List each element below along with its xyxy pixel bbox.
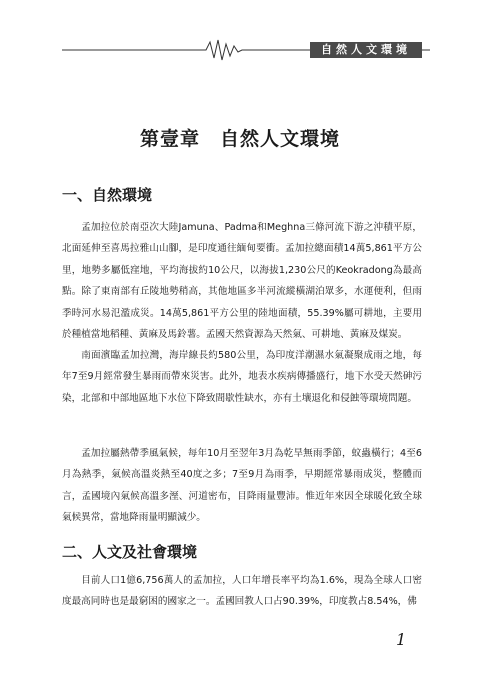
paragraph: 孟加拉位於南亞次大陸Jamuna、Padma和Meghna三條河流下游之沖積平原，北面延伸至喜馬拉雅山山腳，是印度通往緬甸要衝。孟加拉總面積14萬5,861平方公里，地勢多屬低窪地，平均海拔約10公尺，以海拔1,230公尺的Keokradong為最高點。除了東南部有丘陵地勢稍高，其他地區多半河流縱橫湖泊眾多，水運便利，但雨季時河水易氾濫成災。14萬5,861平方公里的陸地面積，55.39%屬可耕地，主要用於種植當地稻種、黃麻及馬鈴薯。孟國天然資源為天然氣、可耕地、黃麻及煤炭。 [62, 222, 422, 341]
page-number: 1 [396, 630, 407, 649]
section-heading-natural-environment: 一、自然環境 [62, 186, 153, 204]
header-section-label: 自然人文環境 [310, 42, 422, 58]
paragraph: 孟加拉屬熱帶季風氣候，每年10月至翌年3月為乾旱無雨季節，蚊蟲橫行；4至6月為熱季，氣候高溫炎熱至40度之多；7至9月為雨季，早期經常暴雨成災，整體而言，孟國境內氣候高溫多溼、河道密布，目降雨量豐沛。惟近年來因全球暖化致全球氣候異常，當地降雨量明顯減少。 [62, 448, 422, 524]
paragraph: 南面濱臨孟加拉灣，海岸線長約580公里，為印度洋潮濕水氣凝聚成雨之地，每年7至9月經常發生暴雨而帶來災害。此外，地表水疾病傳播盛行，地下水受天然砷污染，北部和中部地區地下水位下降致間歇性缺水，亦有土壤退化和侵蝕等環境問題。 [62, 350, 422, 404]
paragraph: 目前人口1億6,756萬人的孟加拉，人口年增長率平均為1.6%，現為全球人口密度最高同時也是最窮困的國家之一。孟國回教人口占90.39%，印度教占8.54%，佛 [62, 575, 422, 608]
section-heading-human-social-environment: 二、人文及社會環境 [62, 543, 198, 561]
chapter-title: 第壹章 自然人文環境 [139, 128, 340, 150]
